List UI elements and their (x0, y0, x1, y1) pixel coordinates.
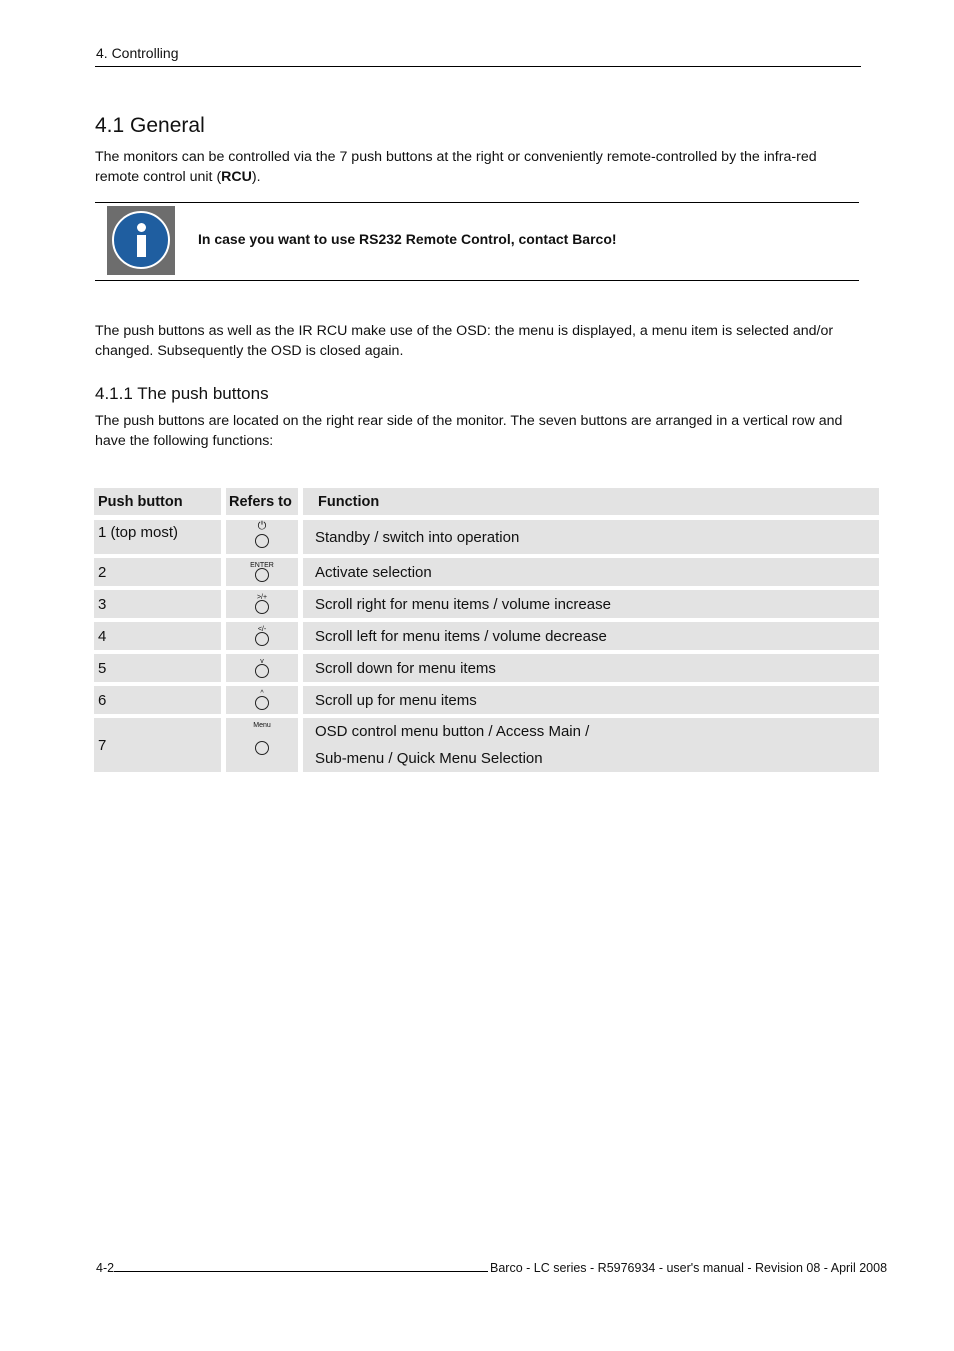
push-button-number: 3 (94, 590, 221, 618)
table-row (94, 622, 879, 650)
push-button-number: 6 (94, 686, 221, 714)
enter-button-icon: ENTER (226, 558, 298, 586)
header-rule (95, 66, 861, 67)
push-button-number: 7 (94, 718, 221, 772)
info-icon (107, 206, 175, 275)
function-description: Standby / switch into operation (303, 520, 879, 554)
osd-paragraph: The push buttons as well as the IR RCU make use of the OSD: the menu is displayed, a menu item is selected and/or changed. Subsequently the OSD is closed again. (95, 323, 834, 359)
table-row (94, 558, 879, 586)
footer-rule (114, 1271, 488, 1272)
right-plus-button-icon: >/+ (226, 590, 298, 618)
function-description: Scroll left for menu items / volume decrease (303, 622, 879, 650)
table-row (94, 718, 879, 772)
table-row (94, 590, 879, 618)
push-button-number: 4 (94, 622, 221, 650)
subsection-title: 4.1.1 The push buttons (95, 384, 269, 403)
push-button-number: 1 (top most) (94, 520, 221, 554)
push-button-table (94, 488, 879, 772)
function-description: Scroll right for menu items / volume increase (303, 590, 879, 618)
page-number: 4-2 (96, 1261, 115, 1275)
menu-button-icon: Menu (226, 718, 298, 772)
header-function: Function (303, 488, 879, 515)
push-button-number: 2 (94, 558, 221, 586)
table-row (94, 520, 879, 554)
note-text: In case you want to use RS232 Remote Control, contact Barco! (198, 231, 617, 247)
function-description: OSD control menu button / Access Main / Sub-menu / Quick Menu Selection (303, 718, 879, 772)
header-refers-to: Refers to (226, 488, 298, 515)
intro-paragraph: The monitors can be controlled via the 7 push buttons at the right or conveniently remote-controlled by the infra-red remote control unit (RCU). (95, 149, 817, 185)
left-minus-button-icon: </- (226, 622, 298, 650)
function-description: Scroll up for menu items (303, 686, 879, 714)
note-top-rule (95, 202, 859, 203)
power-button-icon: ⏻ (226, 520, 298, 554)
down-button-icon: v (226, 654, 298, 682)
subsection-paragraph: The push buttons are located on the right rear side of the monitor. The seven buttons are arranged in a vertical row and have the following functions: (95, 413, 843, 449)
note-bottom-rule (95, 280, 859, 281)
push-button-number: 5 (94, 654, 221, 682)
up-button-icon: ^ (226, 686, 298, 714)
table-row (94, 654, 879, 682)
running-header: 4. Controlling (96, 45, 179, 61)
table-row (94, 686, 879, 714)
footer-document-info: Barco - LC series - R5976934 - user's manual - Revision 08 - April 2008 (490, 1261, 888, 1275)
header-push-button: Push button (94, 488, 221, 515)
function-description: Activate selection (303, 558, 879, 586)
section-title: 4.1 General (95, 114, 205, 137)
function-description: Scroll down for menu items (303, 654, 879, 682)
